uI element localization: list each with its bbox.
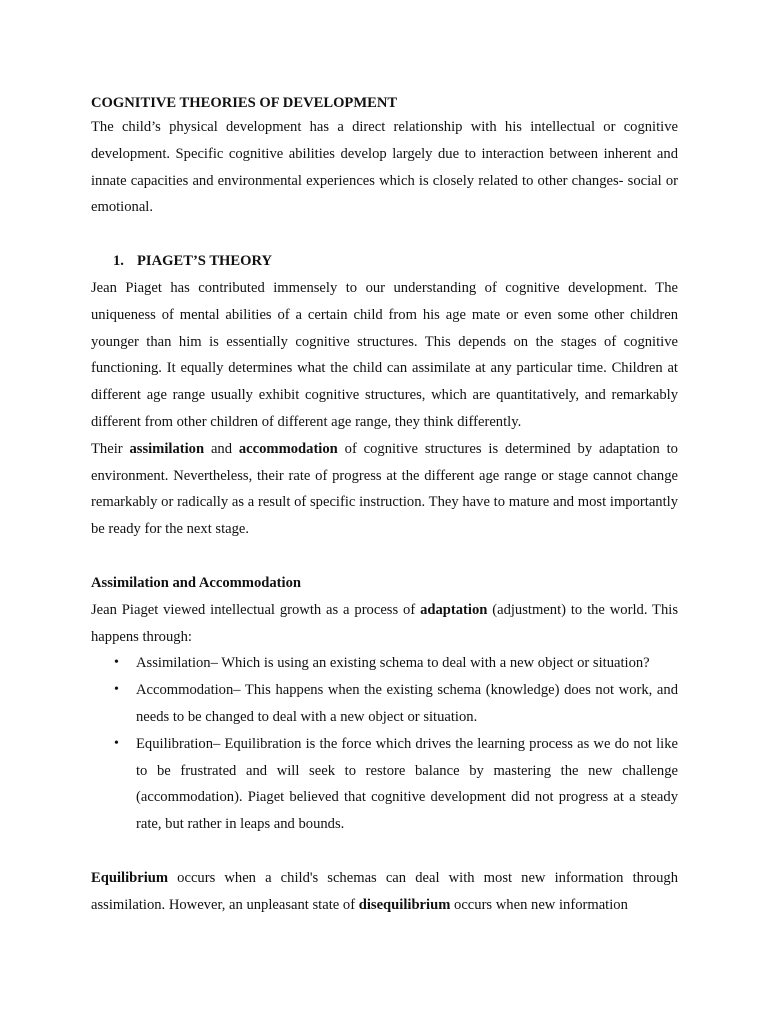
bullet-icon: • — [114, 655, 119, 671]
term-assimilation: assimilation — [129, 440, 205, 457]
spacer — [91, 221, 678, 248]
spacer — [91, 838, 678, 865]
term-equilibrium: Equilibrium — [91, 869, 169, 886]
section-number: 1. — [113, 253, 124, 270]
adaptation-paragraph — [91, 597, 678, 651]
text-run: of cognitive structures is determined by adaptation to environment. Nevertheless, their rate of progress at the different age range or stage cannot change remarkably or radically as a result of specific instruction. They have to mature and most importantly be ready for the next stage. — [91, 440, 678, 538]
document-body — [91, 92, 678, 919]
term-accommodation: accommodation — [238, 440, 338, 457]
term-adaptation: adaptation — [420, 601, 488, 618]
piaget-paragraph-1: Jean Piaget has contributed immensely to our understanding of cognitive development. The uniqueness of mental abilities of a certain child from his age mate or even some other children younger than him is essentially cognitive structures. This depends on the stages of cognitive functioning. It equally determines what the child can assimilate at any particular time. Children at different age range usually exhibit cognitive structures, which are quantitatively, and remarkably different from other children of different age range, they think differently. — [91, 279, 678, 430]
text-run: (adjustment) to the world. This happens through: — [91, 601, 679, 645]
section-heading-piaget — [91, 248, 678, 275]
subsection-heading: Assimilation and Accommodation — [91, 574, 302, 591]
list-item — [91, 731, 678, 838]
text-run: occurs when new information — [450, 896, 628, 913]
section-title: PIAGET’S THEORY — [137, 253, 273, 270]
text-run: and — [204, 440, 239, 457]
list-item-text: Assimilation– Which is using an existing schema to deal with a new object or situation? — [136, 655, 650, 672]
text-run: occurs when a child's schemas can deal with most new information through assimilation. However, an unpleasant state of — [91, 869, 678, 913]
bullet-list — [91, 650, 678, 838]
bullet-icon: • — [114, 735, 119, 751]
list-item-text: Accommodation– This happens when the existing schema (knowledge) does not work, and needs to be changed to deal with a new object or situation. — [136, 682, 678, 725]
piaget-paragraph-2 — [91, 436, 678, 543]
text-run: Jean Piaget viewed intellectual growth as a process of — [91, 601, 421, 618]
intro-paragraph: The child’s physical development has a direct relationship with his intellectual or cognitive development. Specific cognitive abilities develop largely due to interaction between inherent and innate capacities and environmental experiences which is closely related to other changes- social or emotional. — [91, 119, 678, 216]
list-item-text: Equilibration– Equilibration is the force which drives the learning process as we do not like to be frustrated and will seek to restore balance by mastering the new challenge (accommodation). Piaget believed that cognitive development did not progress at a steady rate, but rather in leaps and bounds. — [136, 735, 678, 833]
term-disequilibrium: disequilibrium — [358, 896, 451, 913]
text-run: Their — [91, 440, 130, 457]
document-title: COGNITIVE THEORIES OF DEVELOPMENT — [91, 95, 398, 111]
list-item — [91, 677, 678, 731]
bullet-icon: • — [114, 682, 119, 698]
spacer — [91, 543, 678, 570]
equilibrium-paragraph — [91, 865, 678, 919]
list-item — [91, 650, 678, 677]
